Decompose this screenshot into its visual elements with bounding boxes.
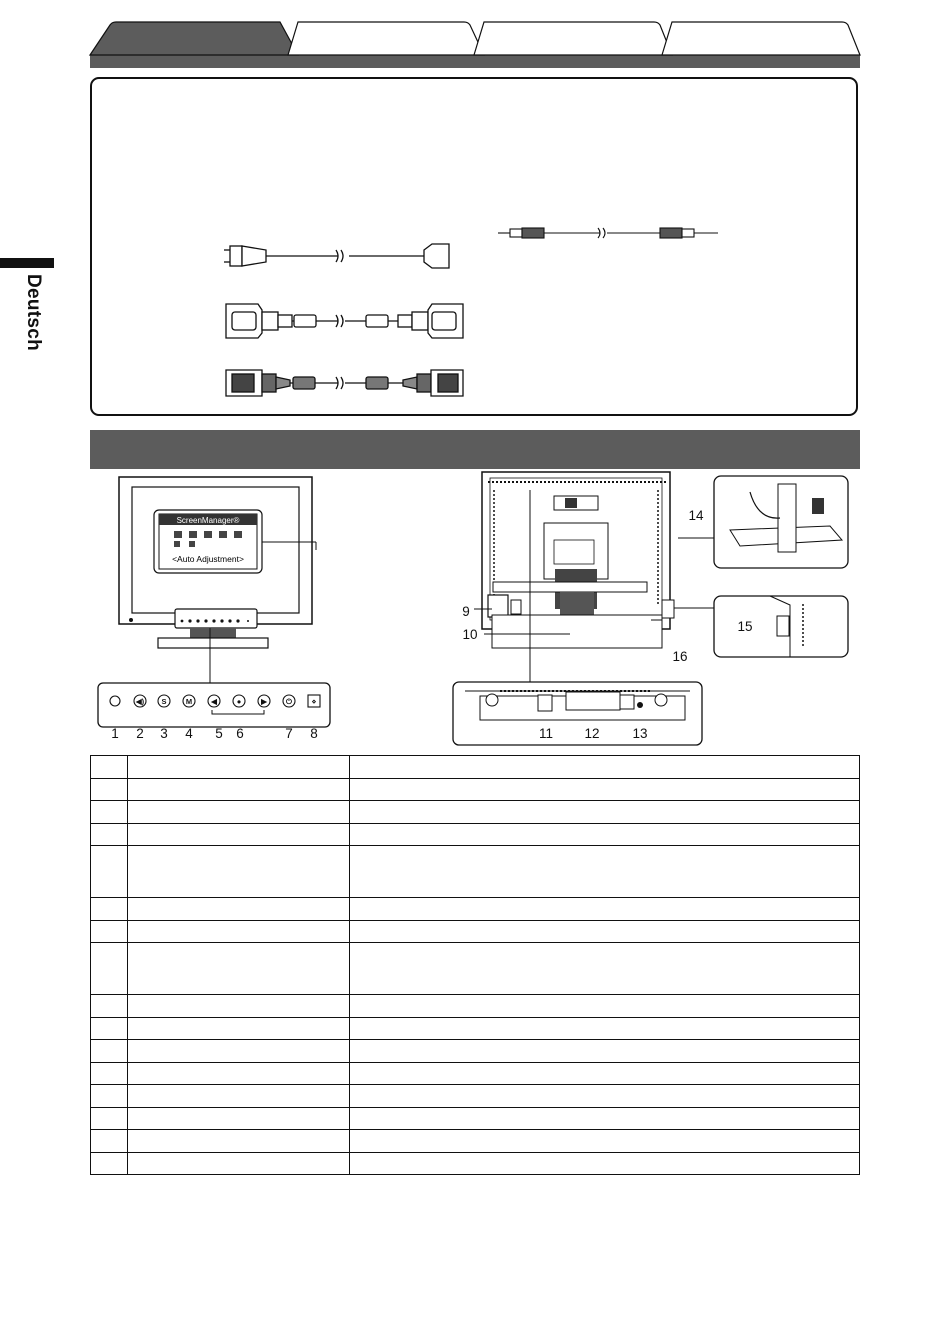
table-cell bbox=[91, 920, 128, 943]
svg-text:3: 3 bbox=[160, 726, 168, 741]
table-cell bbox=[350, 1085, 860, 1108]
dvi-cable-icon bbox=[226, 304, 463, 338]
table-cell bbox=[91, 801, 128, 824]
table-row bbox=[91, 1152, 860, 1175]
table-cell bbox=[91, 1152, 128, 1175]
table-cell bbox=[350, 1130, 860, 1153]
svg-text:15: 15 bbox=[737, 619, 753, 634]
monitor-rear-icon bbox=[440, 470, 860, 750]
parts-table bbox=[90, 755, 860, 1175]
table-cell bbox=[91, 823, 128, 846]
table-row bbox=[91, 1107, 860, 1130]
table-cell bbox=[128, 1152, 350, 1175]
section-bar bbox=[90, 430, 860, 469]
table-cell bbox=[350, 756, 860, 779]
table-row bbox=[91, 778, 860, 801]
table-cell bbox=[128, 1107, 350, 1130]
table-cell bbox=[128, 1085, 350, 1108]
svg-text:S: S bbox=[161, 697, 167, 706]
table-cell bbox=[128, 920, 350, 943]
table-cell bbox=[350, 1062, 860, 1085]
svg-text:▶: ▶ bbox=[261, 697, 267, 706]
svg-text:12: 12 bbox=[584, 726, 600, 741]
table-row bbox=[91, 846, 860, 898]
table-row bbox=[91, 801, 860, 824]
osd-title: ScreenManager® bbox=[176, 516, 240, 525]
table-row bbox=[91, 1040, 860, 1063]
table-row bbox=[91, 1017, 860, 1040]
table-cell bbox=[350, 778, 860, 801]
table-cell bbox=[91, 1130, 128, 1153]
language-label: Deutsch bbox=[23, 274, 44, 352]
svg-text:M: M bbox=[185, 697, 193, 706]
table-cell bbox=[350, 846, 860, 898]
svg-text:6: 6 bbox=[236, 726, 244, 741]
svg-text:7: 7 bbox=[285, 726, 293, 741]
table-cell bbox=[91, 1017, 128, 1040]
svg-text:10: 10 bbox=[462, 627, 478, 642]
svg-text:13: 13 bbox=[632, 726, 648, 741]
table-row bbox=[91, 1062, 860, 1085]
table-cell bbox=[350, 1107, 860, 1130]
table-cell bbox=[91, 846, 128, 898]
svg-text:●: ● bbox=[236, 697, 242, 706]
table-cell bbox=[91, 778, 128, 801]
table-cell bbox=[350, 920, 860, 943]
table-cell bbox=[128, 801, 350, 824]
table-row bbox=[91, 1085, 860, 1108]
svg-text:⋄: ⋄ bbox=[311, 697, 317, 706]
svg-text:5: 5 bbox=[215, 726, 223, 741]
table-cell bbox=[350, 995, 860, 1018]
svg-text:8: 8 bbox=[310, 726, 318, 741]
svg-text:9: 9 bbox=[462, 604, 470, 619]
dsub-cable-icon bbox=[226, 370, 463, 396]
svg-text:16: 16 bbox=[672, 649, 688, 664]
table-row bbox=[91, 995, 860, 1018]
monitor-front-icon bbox=[0, 470, 440, 750]
table-cell bbox=[350, 1152, 860, 1175]
table-cell bbox=[128, 943, 350, 995]
table-cell bbox=[91, 995, 128, 1018]
table-cell bbox=[128, 1130, 350, 1153]
table-cell bbox=[91, 943, 128, 995]
table-cell bbox=[91, 1062, 128, 1085]
table-cell bbox=[128, 823, 350, 846]
table-cell bbox=[128, 898, 350, 921]
osd-caption: <Auto Adjustment> bbox=[172, 554, 244, 564]
table-row bbox=[91, 943, 860, 995]
table-cell bbox=[350, 943, 860, 995]
table-cell bbox=[350, 801, 860, 824]
table-row bbox=[91, 920, 860, 943]
table-cell bbox=[91, 1085, 128, 1108]
table-cell bbox=[128, 756, 350, 779]
power-cable-icon bbox=[224, 244, 449, 268]
table-cell bbox=[91, 1107, 128, 1130]
table-cell bbox=[128, 778, 350, 801]
table-cell bbox=[350, 898, 860, 921]
table-cell bbox=[128, 846, 350, 898]
table-cell bbox=[128, 1040, 350, 1063]
svg-text:2: 2 bbox=[136, 726, 144, 741]
table-row bbox=[91, 898, 860, 921]
svg-text:◀): ◀) bbox=[135, 697, 145, 706]
table-row bbox=[91, 1130, 860, 1153]
svg-text:14: 14 bbox=[688, 508, 704, 523]
svg-text:1: 1 bbox=[111, 726, 119, 741]
table-cell bbox=[91, 756, 128, 779]
cable-illustrations bbox=[0, 0, 950, 420]
table-cell bbox=[128, 1062, 350, 1085]
table-cell bbox=[91, 898, 128, 921]
table-row bbox=[91, 756, 860, 779]
svg-text:4: 4 bbox=[185, 726, 193, 741]
svg-text:◀: ◀ bbox=[211, 697, 217, 706]
table-cell bbox=[350, 823, 860, 846]
table-cell bbox=[350, 1040, 860, 1063]
svg-text:⏻: ⏻ bbox=[286, 697, 292, 706]
table-cell bbox=[350, 1017, 860, 1040]
table-row bbox=[91, 823, 860, 846]
table-cell bbox=[128, 995, 350, 1018]
svg-text:11: 11 bbox=[538, 726, 554, 741]
audio-cable-icon bbox=[498, 228, 718, 238]
table-cell bbox=[91, 1040, 128, 1063]
table-cell bbox=[128, 1017, 350, 1040]
